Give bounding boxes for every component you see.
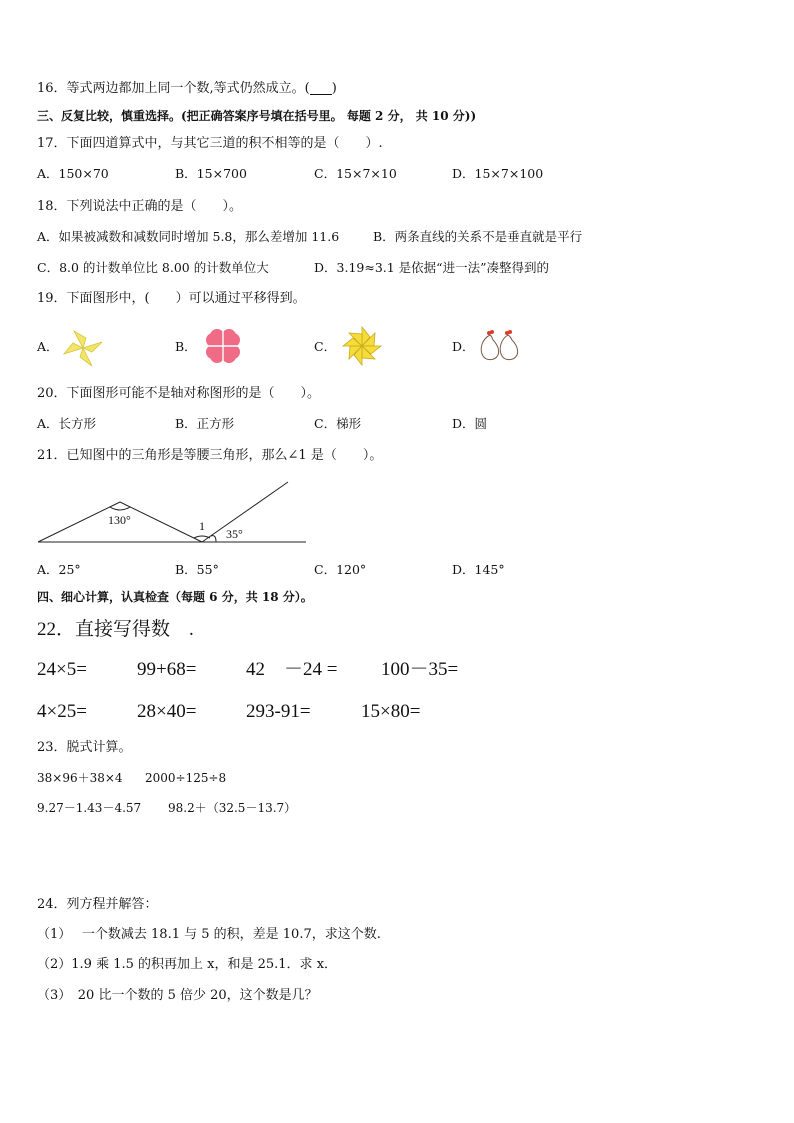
q17-option-a[interactable]: A．150×70 — [37, 166, 109, 181]
q19-option-b[interactable]: B． — [175, 339, 197, 354]
q22-item-2: 99+68= — [137, 659, 197, 680]
q20-option-c[interactable]: C．梯形 — [314, 416, 362, 431]
section-4-title: 四、细心计算，认真检查（每题 6 分，共 18 分）。 — [37, 590, 313, 604]
q22-item-1: 24×5= — [37, 659, 87, 680]
q19-option-a[interactable]: A． — [37, 339, 59, 354]
q21-option-d[interactable]: D．145° — [452, 562, 505, 577]
angle-35-label: 35° — [226, 527, 243, 541]
q17-option-c[interactable]: C．15×7×10 — [314, 166, 397, 181]
answer-blank[interactable] — [310, 82, 332, 95]
q18-option-b[interactable]: B．两条直线的关系不是垂直就是平行 — [373, 229, 583, 244]
q21-option-b[interactable]: B．55° — [175, 562, 219, 577]
heart-flower-icon — [202, 325, 244, 367]
question-21-stem: 21．已知图中的三角形是等腰三角形，那么∠1 是（ ）。 — [37, 448, 383, 463]
q19-option-c[interactable]: C． — [314, 339, 337, 354]
question-18-stem: 18．下列说法中正确的是（ ）。 — [37, 199, 243, 214]
q18-option-d[interactable]: D．3.19≈3.1 是依据“进一法”凑整得到的 — [314, 260, 549, 275]
right-side — [120, 502, 202, 542]
q18-option-c[interactable]: C．8.0 的计数单位比 8.00 的计数单位大 — [37, 260, 269, 275]
question-22-stem: 22．直接写得数 . — [37, 619, 194, 640]
q22-item-4: 100－35= — [381, 659, 459, 680]
q23-expr-2: 2000÷125÷8 — [145, 771, 227, 785]
q22-item-7: 293-91= — [246, 701, 311, 722]
q22-item-3: 42 －24 = — [246, 659, 338, 680]
q20-option-b[interactable]: B．正方形 — [175, 416, 235, 431]
pinwheel-icon — [62, 328, 104, 368]
angle-35-arc — [211, 536, 216, 542]
q22-item-8: 15×80= — [361, 701, 421, 722]
question-17-stem: 17．下面四道算式中，与其它三道的积不相等的是（ ）. — [37, 136, 383, 151]
apex-angle-label: 130° — [108, 513, 131, 527]
q21-option-c[interactable]: C．120° — [314, 562, 367, 577]
q23-expr-3: 9.27－1.43－4.57 — [37, 801, 142, 815]
q24-item-3: （3） 20 比一个数的 5 倍少 20，这个数是几？ — [37, 988, 318, 1003]
isosceles-triangle-figure — [36, 478, 308, 546]
q19-option-d[interactable]: D． — [452, 339, 475, 354]
q16-text: 16．等式两边都加上同一个数,等式仍然成立。( — [37, 81, 310, 96]
q16-close: ) — [331, 81, 337, 96]
q20-option-a[interactable]: A．长方形 — [37, 416, 97, 431]
extended-ray — [202, 482, 288, 542]
section-3-title: 三、反复比较，慎重选择。(把正确答案序号填在括号里。 每题 2 分， 共 10 分)) — [37, 109, 477, 123]
pinwheel-star-icon — [340, 325, 384, 367]
question-24-stem: 24．列方程并解答： — [37, 897, 158, 912]
q24-item-1: （1） 一个数减去 18.1 与 5 的积，差是 10.7，求这个数. — [37, 927, 381, 942]
apex-angle-arc — [110, 507, 130, 510]
two-hens-icon — [476, 327, 524, 363]
q21-option-a[interactable]: A．25° — [37, 562, 81, 577]
q18-option-a[interactable]: A．如果被减数和减数同时增加 5.8，那么差增加 11.6 — [37, 229, 340, 244]
question-19-stem: 19．下面图形中，( ）可以通过平移得到。 — [37, 291, 306, 306]
q23-expr-1: 38×96＋38×4 — [37, 771, 123, 785]
question-23-stem: 23．脱式计算。 — [37, 740, 132, 755]
q22-item-6: 28×40= — [137, 701, 197, 722]
q20-option-d[interactable]: D．圆 — [452, 416, 488, 431]
q23-expr-4: 98.2＋（32.5－13.7） — [168, 801, 297, 815]
angle-1-label: 1 — [199, 519, 205, 533]
q17-option-d[interactable]: D．15×7×100 — [452, 166, 544, 181]
question-20-stem: 20．下面图形可能不是轴对称图形的是（ ）。 — [37, 386, 321, 401]
q24-item-2: （2）1.9 乘 1.5 的积再加上 x，和是 25.1．求 x． — [37, 957, 338, 972]
question-16 — [37, 82, 337, 95]
q22-item-5: 4×25= — [37, 701, 87, 722]
q17-option-b[interactable]: B．15×700 — [175, 166, 247, 181]
